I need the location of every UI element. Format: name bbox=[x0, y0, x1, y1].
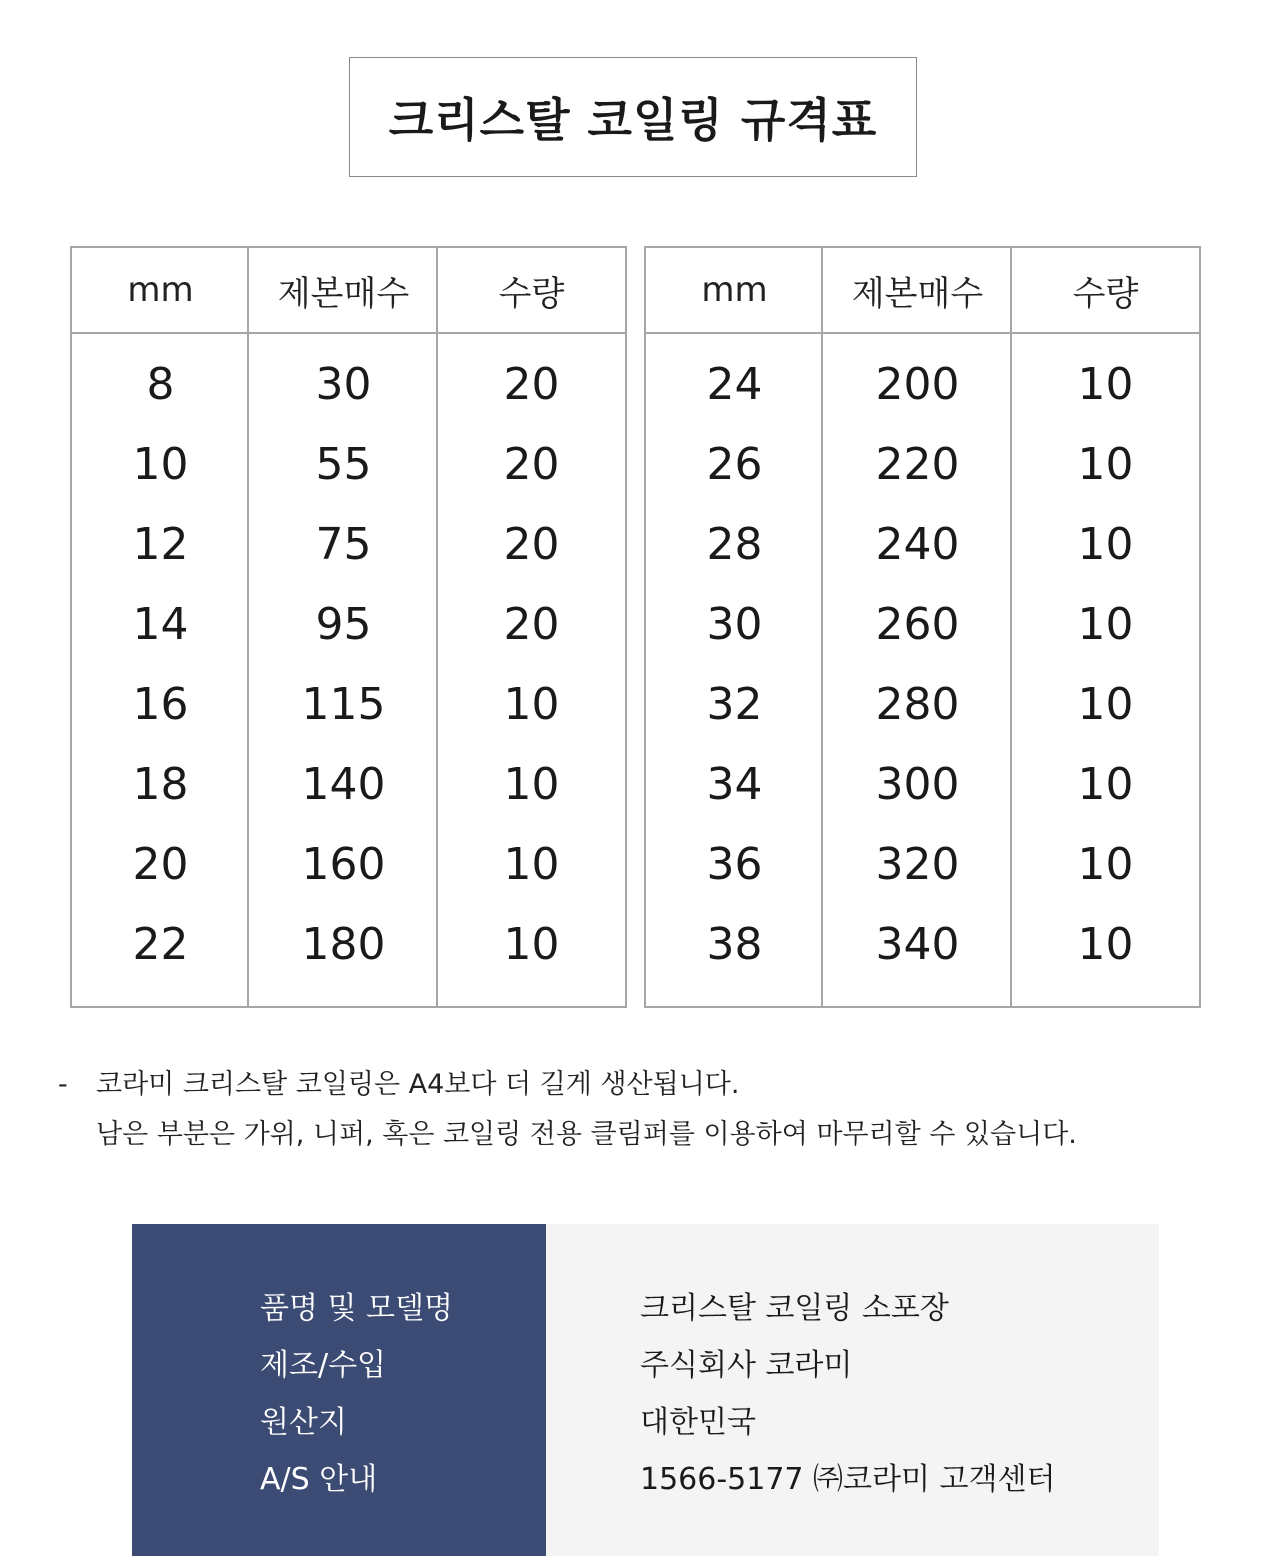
header-mm: mm bbox=[127, 270, 194, 310]
table-row bbox=[72, 504, 625, 584]
cell-quantity: 10 bbox=[1077, 838, 1134, 890]
cell-binding-pages: 220 bbox=[875, 438, 960, 490]
cell-quantity: 10 bbox=[1077, 598, 1134, 650]
cell-binding-pages: 75 bbox=[315, 518, 372, 570]
note-bullet: - bbox=[58, 1069, 68, 1100]
table-row bbox=[72, 664, 625, 744]
spec-table-right bbox=[644, 246, 1201, 1008]
header-divider bbox=[646, 332, 1199, 334]
spec-table-left bbox=[70, 246, 627, 1008]
info-label-manufacturer: 제조/수입 bbox=[260, 1348, 387, 1383]
info-value-manufacturer: 주식회사 코라미 bbox=[640, 1348, 853, 1383]
cell-quantity: 10 bbox=[1077, 358, 1134, 410]
cell-quantity: 20 bbox=[503, 518, 560, 570]
note-line: 남은 부분은 가위, 니퍼, 혹은 코일링 전용 클림퍼를 이용하여 마무리할 수 있습니다. bbox=[96, 1119, 1077, 1150]
page-title: 크리스탈 코일링 규격표 bbox=[349, 57, 917, 177]
table-row bbox=[646, 504, 1199, 584]
cell-binding-pages: 55 bbox=[315, 438, 372, 490]
info-value-origin: 대한민국 bbox=[640, 1405, 756, 1440]
info-labels bbox=[132, 1224, 546, 1556]
header-mm: mm bbox=[701, 270, 768, 310]
cell-quantity: 10 bbox=[1077, 438, 1134, 490]
cell-quantity: 20 bbox=[503, 438, 560, 490]
cell-quantity: 10 bbox=[503, 758, 560, 810]
table-row bbox=[72, 744, 625, 824]
cell-mm: 14 bbox=[132, 598, 189, 650]
cell-binding-pages: 180 bbox=[301, 918, 386, 970]
cell-quantity: 10 bbox=[1077, 758, 1134, 810]
table-body bbox=[646, 344, 1199, 984]
table-row bbox=[646, 584, 1199, 664]
cell-binding-pages: 320 bbox=[875, 838, 960, 890]
info-label-as-service: A/S 안내 bbox=[260, 1462, 378, 1497]
cell-binding-pages: 240 bbox=[875, 518, 960, 570]
product-info-box bbox=[132, 1224, 1159, 1556]
cell-mm: 34 bbox=[706, 758, 763, 810]
info-label-product-name: 품명 및 모델명 bbox=[260, 1291, 453, 1326]
cell-binding-pages: 95 bbox=[315, 598, 372, 650]
header-divider bbox=[72, 332, 625, 334]
header-quantity: 수량 bbox=[498, 273, 565, 314]
table-row bbox=[72, 824, 625, 904]
table-row bbox=[72, 904, 625, 984]
cell-binding-pages: 115 bbox=[301, 678, 386, 730]
cell-quantity: 10 bbox=[1077, 678, 1134, 730]
cell-binding-pages: 30 bbox=[315, 358, 372, 410]
cell-mm: 18 bbox=[132, 758, 189, 810]
table-row bbox=[646, 824, 1199, 904]
table-header bbox=[72, 248, 625, 332]
header-binding-pages: 제본매수 bbox=[277, 273, 410, 314]
product-note bbox=[58, 1060, 1077, 1160]
cell-mm: 20 bbox=[132, 838, 189, 890]
info-values bbox=[546, 1224, 1159, 1556]
cell-binding-pages: 200 bbox=[875, 358, 960, 410]
table-row bbox=[646, 664, 1199, 744]
note-line: 코라미 크리스탈 코일링은 A4보다 더 길게 생산됩니다. bbox=[96, 1069, 740, 1100]
cell-mm: 28 bbox=[706, 518, 763, 570]
table-row bbox=[646, 744, 1199, 824]
table-body bbox=[72, 344, 625, 984]
cell-quantity: 10 bbox=[503, 838, 560, 890]
info-value-as-service: 1566-5177 ㈜코라미 고객센터 bbox=[640, 1462, 1056, 1497]
cell-mm: 36 bbox=[706, 838, 763, 890]
cell-binding-pages: 340 bbox=[875, 918, 960, 970]
table-row bbox=[646, 424, 1199, 504]
table-row bbox=[646, 904, 1199, 984]
cell-mm: 26 bbox=[706, 438, 763, 490]
header-binding-pages: 제본매수 bbox=[851, 273, 984, 314]
cell-mm: 24 bbox=[706, 358, 763, 410]
cell-mm: 16 bbox=[132, 678, 189, 730]
cell-mm: 30 bbox=[706, 598, 763, 650]
cell-binding-pages: 260 bbox=[875, 598, 960, 650]
cell-binding-pages: 300 bbox=[875, 758, 960, 810]
cell-mm: 12 bbox=[132, 518, 189, 570]
cell-mm: 38 bbox=[706, 918, 763, 970]
cell-mm: 8 bbox=[146, 358, 175, 410]
cell-quantity: 20 bbox=[503, 358, 560, 410]
cell-binding-pages: 140 bbox=[301, 758, 386, 810]
cell-mm: 22 bbox=[132, 918, 189, 970]
cell-binding-pages: 280 bbox=[875, 678, 960, 730]
cell-quantity: 10 bbox=[503, 918, 560, 970]
cell-quantity: 10 bbox=[1077, 918, 1134, 970]
cell-quantity: 20 bbox=[503, 598, 560, 650]
table-row bbox=[646, 344, 1199, 424]
info-label-origin: 원산지 bbox=[260, 1405, 347, 1440]
cell-quantity: 10 bbox=[1077, 518, 1134, 570]
table-row bbox=[72, 424, 625, 504]
table-header bbox=[646, 248, 1199, 332]
cell-mm: 10 bbox=[132, 438, 189, 490]
table-row bbox=[72, 584, 625, 664]
cell-quantity: 10 bbox=[503, 678, 560, 730]
info-value-product-name: 크리스탈 코일링 소포장 bbox=[640, 1291, 949, 1326]
table-row bbox=[72, 344, 625, 424]
cell-binding-pages: 160 bbox=[301, 838, 386, 890]
cell-mm: 32 bbox=[706, 678, 763, 730]
header-quantity: 수량 bbox=[1072, 273, 1139, 314]
